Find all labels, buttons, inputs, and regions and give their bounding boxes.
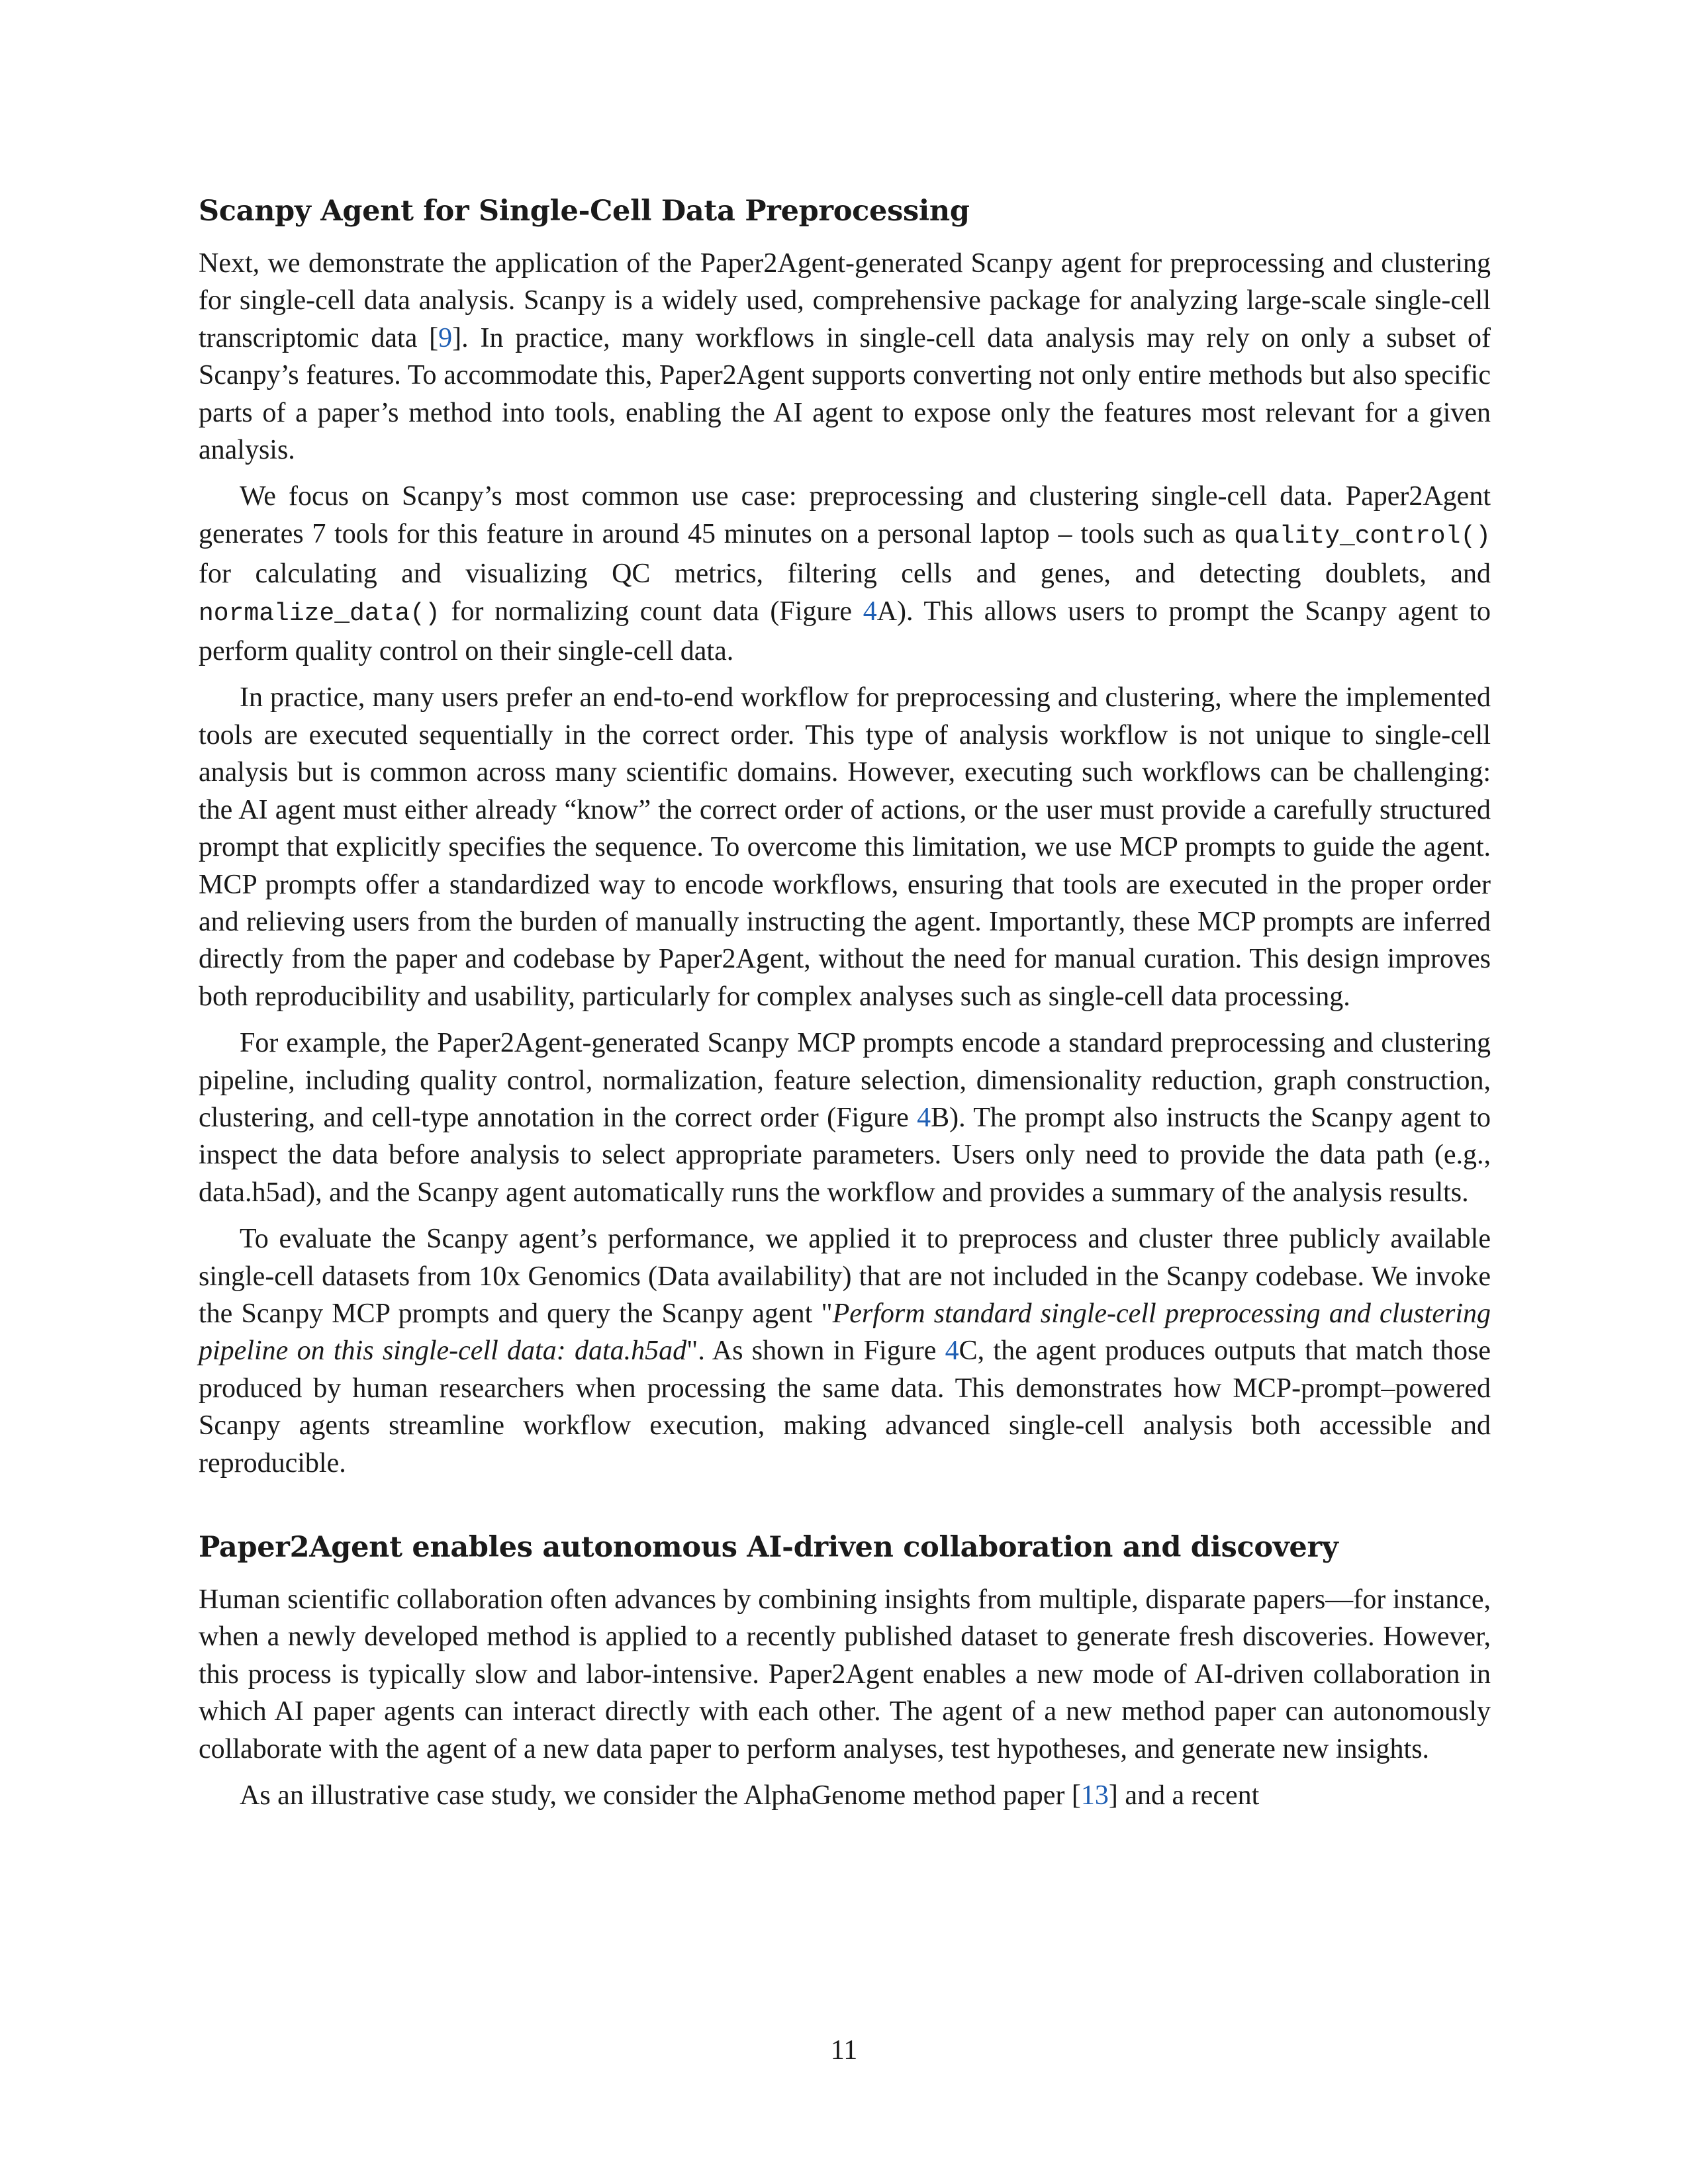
section-heading-scanpy-agent: Scanpy Agent for Single-Cell Data Preprocessing <box>199 195 970 228</box>
paragraph-mcp-pipeline: For example, the Paper2Agent-generated Scanpy MCP prompts encode a standard preprocessing and clustering pipeline, including quality control, normalization, feature selection, dimensionality reduction, graph construction, clustering, and cell-type annotation in the correct order (Figure 4B). The prompt also instructs the Scanpy agent to inspect the data before analysis to select appropriate parameters. Users only need to provide the data path (e.g., data.h5ad), and the Scanpy agent automatically runs the workflow and provides a summary of the analysis results. <box>199 1028 1491 1208</box>
paragraph-alphagenome-case: As an illustrative case study, we consider the AlphaGenome method paper [13] and a recent <box>240 1780 1260 1811</box>
figure-reference-link[interactable]: 4 <box>863 596 877 627</box>
paragraph-scanpy-intro: Next, we demonstrate the application of the Paper2Agent-generated Scanpy agent for preprocessing and clustering for single-cell data analysis. Scanpy is a widely used, comprehensive package for analyzing large-scale single-cell transcriptomic data [9]. In practice, many workflows in single-cell data analysis may rely on only a subset of Scanpy’s features. To accommodate this, Paper2Agent supports converting not only entire methods but also specific parts of a paper’s method into tools, enabling the AI agent to expose only the features most relevant for a given analysis. <box>199 248 1491 466</box>
figure-reference-link[interactable]: 4 <box>945 1336 959 1367</box>
citation-link[interactable]: 9 <box>438 322 453 353</box>
paragraph-scanpy-evaluation: To evaluate the Scanpy agent’s performance, we applied it to preprocess and cluster three publicly available single-cell datasets from 10x Genomics (Data availability) that are not included in the Scanpy codebase. We invoke the Scanpy MCP prompts and query the Scanpy agent "Perform standard single-cell preprocessing and clustering pipeline on this single-cell data: data.h5ad". As shown in Figure 4C, the agent produces outputs that match those produced by human researchers when processing the same data. This demonstrates how MCP-prompt–powered Scanpy agents streamline workflow execution, making advanced single-cell analysis both accessible and reproducible. <box>199 1224 1491 1479</box>
paragraph-collaboration-intro: Human scientific collaboration often advances by combining insights from multiple, disparate papers—for instance, when a newly developed method is applied to a recently published dataset to generate fresh discoveries. However, this process is typically slow and labor-intensive. Paper2Agent enables a new mode of AI-driven collaboration in which AI paper agents can interact directly with each other. The agent of a new method paper can autonomously collaborate with the agent of a new data paper to perform analyses, test hypotheses, and generate new insights. <box>199 1584 1491 1764</box>
code-normalize-data: normalize_data() <box>199 599 440 628</box>
figure-reference-link[interactable]: 4 <box>917 1102 931 1133</box>
citation-link[interactable]: 13 <box>1080 1780 1109 1811</box>
italic-prompt-text: Perform standard single-cell preprocessing and clustering pipeline on this single-cell data: data.h5ad <box>199 1298 1491 1367</box>
page-body <box>199 192 1491 1823</box>
section-heading-collaboration: Paper2Agent enables autonomous AI-driven collaboration and discovery <box>199 1531 1338 1564</box>
paragraph-workflow-prompts: In practice, many users prefer an end-to-end workflow for preprocessing and clustering, where the implemented tools are executed sequentially in the correct order. This type of analysis workflow is not unique to single-cell analysis but is common across many scientific domains. However, executing such workflows can be challenging: the AI agent must either already “know” the correct order of actions, or the user must provide a carefully structured prompt that explicitly specifies the sequence. To overcome this limitation, we use MCP prompts to guide the agent. MCP prompts offer a standardized way to encode workflows, ensuring that tools are executed in the proper order and relieving users from the burden of manually instructing the agent. Importantly, these MCP prompts are inferred directly from the paper and codebase by Paper2Agent, without the need for manual curation. This design improves both reproducibility and usability, particularly for complex analyses such as single-cell data processing. <box>199 682 1491 1012</box>
code-quality-control: quality_control() <box>1234 522 1491 551</box>
paragraph-scanpy-tools: We focus on Scanpy’s most common use case: preprocessing and clustering single-cell data. Paper2Agent generates 7 tools for this feature in around 45 minutes on a personal laptop – tools such as quality_control() for calculating and visualizing QC metrics, filtering cells and genes, and detecting doublets, and normalize_data() for normalizing count data (Figure 4A). This allows users to prompt the Scanpy agent to perform quality control on their single-cell data. <box>199 481 1491 667</box>
page-number: 11 <box>830 2035 858 2066</box>
